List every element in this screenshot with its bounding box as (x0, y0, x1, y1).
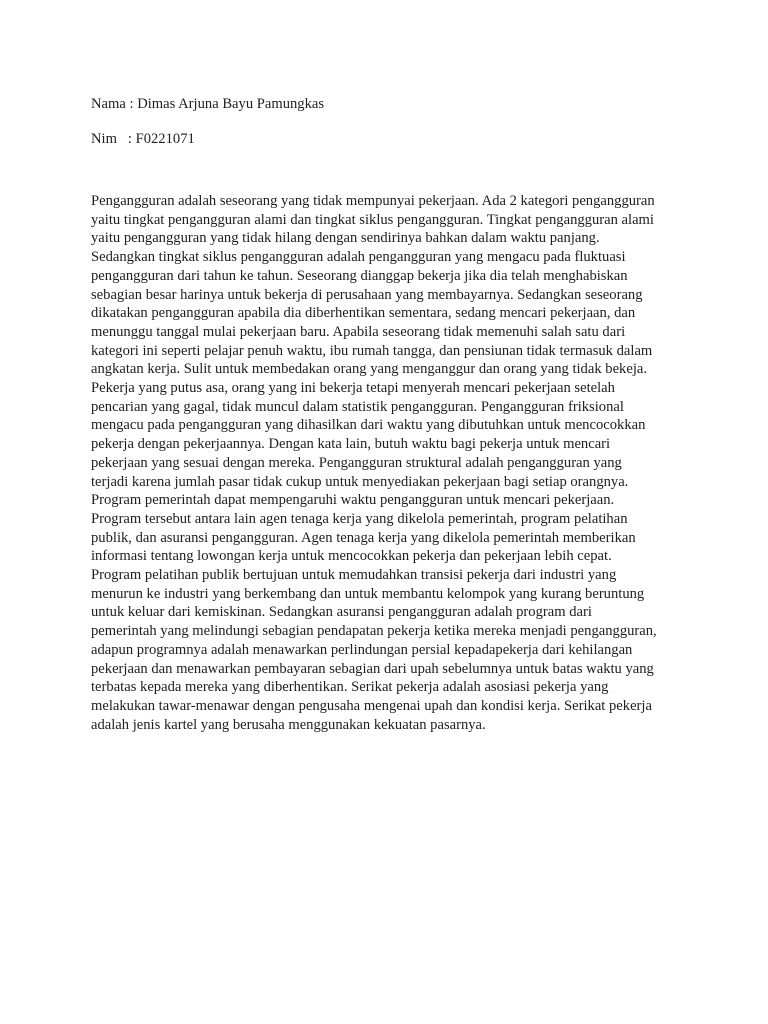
paragraph-line: terbatas kepada mereka yang diberhentikan. Serikat pekerja adalah asosiasi pekerja yang (91, 679, 609, 696)
paragraph-line: Program tersebut antara lain agen tenaga kerja yang dikelola pemerintah, program pelatihan (91, 510, 628, 527)
paragraph-line: menurun ke industri yang berkembang dan untuk membantu kelompok yang kurang beruntung (91, 585, 645, 602)
paragraph-line: pemerintah yang melindungi sebagian pendapatan pekerja ketika mereka menjadi pengangguran, (91, 623, 657, 640)
paragraph-line: yaitu pengangguran yang tidak hilang dengan sendirinya bahkan dalam waktu panjang. (91, 230, 600, 247)
paragraph-line: terjadi karena jumlah pasar tidak cukup untuk menyediakan pekerjaan bagi setiap orangnya. (91, 473, 629, 490)
paragraph-line: publik, dan asuransi pengangguran. Agen tenaga kerja yang dikelola pemerintah memberikan (91, 529, 636, 546)
paragraph-line: mengacu pada pengangguran yang dihasilkan dari waktu yang dibutuhkan untuk mencocokkan (91, 417, 646, 434)
paragraph-line: menunggu tanggal mulai pekerjaan baru. Apabila seseorang tidak memenuhi salah satu dari (91, 323, 626, 340)
paragraph-line: adalah jenis kartel yang berusaha menggunakan kekuatan pasarnya. (91, 716, 486, 733)
paragraph-line: melakukan tawar-menawar dengan pengusaha mengenai upah dan kondisi kerja. Serikat pekerja (91, 697, 652, 714)
paragraph-line: pekerja dengan pekerjaannya. Dengan kata lain, butuh waktu bagi pekerja untuk mencari (91, 436, 611, 453)
paragraph-line: angkatan kerja. Sulit untuk membedakan orang yang menganggur dan orang yang tidak bekeja. (91, 361, 648, 378)
paragraph-line: adapun programnya adalah menawarkan perlindungan persial kepadapekerja dari kehilangan (91, 641, 633, 658)
paragraph-line: sebagian besar harinya untuk bekerja di perusahaan yang membayarnya. Sedangkan seseorang (91, 286, 643, 303)
paragraph-line: pengangguran dari tahun ke tahun. Seseorang dianggap bekerja jika dia telah menghabiskan (91, 267, 628, 284)
paragraph-line: yaitu tingkat pengangguran alami dan tingkat siklus pengangguran. Tingkat pengangguran alami (91, 211, 654, 228)
paragraph-line: informasi tentang lowongan kerja untuk mencocokkan pekerja dan pekerjaan lebih cepat. (91, 548, 612, 565)
paragraph-line: dikatakan pengangguran apabila dia diberhentikan sementara, sedang mencari pekerjaan, dan (91, 305, 636, 322)
paragraph-line: Program pelatihan publik bertujuan untuk memudahkan transisi pekerja dari industri yang (91, 567, 617, 584)
paragraph-line: Program pemerintah dapat mempengaruhi waktu pengangguran untuk mencari pekerjaan. (91, 492, 615, 509)
student-name: Nama : Dimas Arjuna Bayu Pamungkas (91, 96, 325, 112)
essay-paragraph (91, 192, 691, 734)
paragraph-line: Pengangguran adalah seseorang yang tidak mempunyai pekerjaan. Ada 2 kategori pengangguran (91, 193, 655, 209)
student-id: Nim : F0221071 (91, 131, 195, 147)
paragraph-line: untuk keluar dari kemiskinan. Sedangkan asuransi pengangguran adalah program dari (91, 604, 592, 621)
paragraph-line: kategori ini seperti pelajar penuh waktu, ibu rumah tangga, dan pensiunan tidak termasuk dalam (91, 342, 653, 359)
paragraph-line: pekerjaan dan menawarkan pembayaran sebagian dari upah sebelumnya untuk batas waktu yang (91, 660, 654, 677)
paragraph-line: pekerjaan yang sesuai dengan mereka. Pengangguran struktural adalah pengangguran yang (91, 454, 622, 471)
paragraph-line: pencarian yang gagal, tidak muncul dalam statistik pengangguran. Pengangguran friksional (91, 398, 624, 415)
paragraph-line: Sedangkan tingkat siklus pengangguran adalah pengangguran yang mengacu pada fluktuasi (91, 249, 626, 266)
paragraph-line: Pekerja yang putus asa, orang yang ini bekerja tetapi menyerah mencari pekerjaan setelah (91, 380, 615, 397)
